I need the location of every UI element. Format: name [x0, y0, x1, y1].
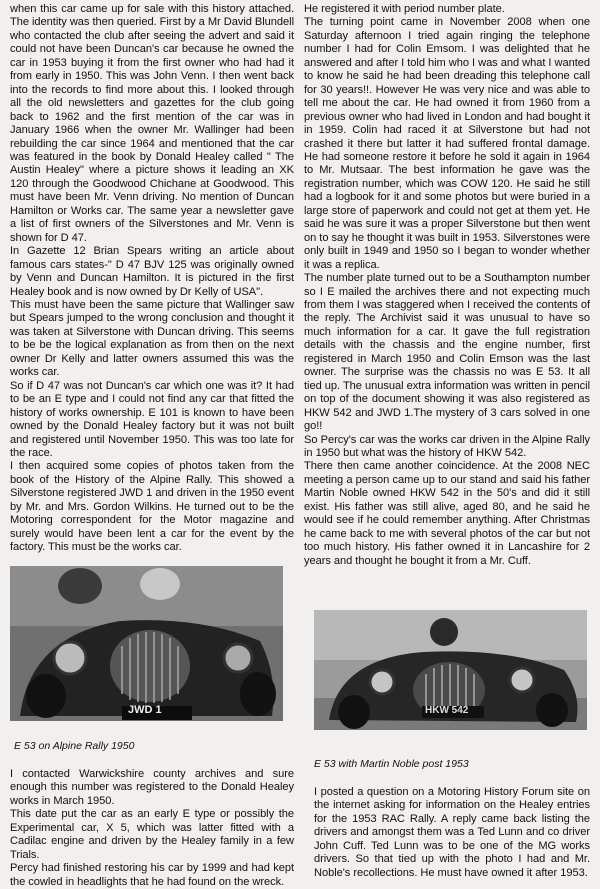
- license-plate: HKW 542: [425, 705, 469, 716]
- photo-caption: E 53 on Alpine Rally 1950: [14, 740, 135, 752]
- paragraph: In Gazette 12 Brian Spears writing an article about famous cars states-" D 47 BJV 125 was originally owned by Venn and Duncan Hamilton. It is pictured in the first Healey book and is now owned by Dr Kelly of USA".: [10, 245, 294, 298]
- car-jwd1-illustration: [10, 566, 283, 721]
- paragraph: This date put the car as an early E type or possibly the Experimental car, X 5, which was latter fitted with a Cadilac engine and driven by the Healey family in a few Trials.: [10, 808, 294, 861]
- paragraph: I posted a question on a Motoring History Forum site on the internet asking for information on the Healey entries for the 1953 RAC Rally. A reply came back listing the drivers and amongst them was a Ted Lunn and co driver John Cuff. Ted Lunn was to be one of the MG works drivers. So that tied up with the photo I had and Mr. Noble's recollections. He must have owned it after 1953.: [314, 786, 590, 879]
- paragraph: I contacted Warwickshire county archives and sure enough this number was registered to the Donald Healey works in March 1950.: [10, 768, 294, 807]
- alpine-rally-photo: [10, 566, 283, 721]
- paragraph: This must have been the same picture that Wallinger saw but Spears jumped to the wrong conclusion and thought it was taken at Silverstone with Duncan driving. This seems to be be the logical explanation as from then on the next owner Dr Kelly and latter owners assumed this was the works car.: [10, 298, 294, 379]
- license-plate: JWD 1: [128, 704, 162, 716]
- paragraph: He registered it with period number plate.: [304, 3, 505, 15]
- left-column-top-text: [10, 3, 294, 555]
- paragraph: The number plate turned out to be a Southampton number so I E mailed the archives there and not expecting much from them I was staggered when I received the contents of the reply. The Archivist said it was unusual to have so much information for a car. It gave the full registration details with the chassis and the engine number, first registered in March 1950 and Colin Emson was the last owner. The surprise was the chassis no was E 53. It all tied up. The unusual extra information was written in pencil on top of the document showing it was also registered as HKW 542 and JWD 1.The mystery of 3 cars solved in one go!!: [304, 272, 590, 433]
- paragraph: The turning point came in November 2008 when one Saturday afternoon I tried again ringing the telephone number I had for Colin Emsom. I was delighted that he answered and after I told him who I was and what I wanted to know he said he had been dreading this telephone call for 30 years!!. However He was very nice and was able to tell me about the car. He had owned it from 1960 from a previous owner who had lived in London and had bought it in 1959. Colin had raced it at Silverstone but had not crashed it there but latter it had suffered frontal damage. He had someone restore it before he sold it again in 1964 to Mr. Mutsaar. The best information he gave was the registration number, which was COW 120. He said he still had a logbook for it and some photos but were buried in a large store of paperwork and could not get at them yet. He said he was sure it was a proper Silverstone but then went on to say he thought it was built in 1953. Silverstones were only built in 1949 and 1950 so I began to wonder whether it was a replica.: [304, 16, 590, 271]
- paragraph: There then came another coincidence. At the 2008 NEC meeting a person came up to our stand and said his father Martin Noble owned HKW 542 in the 50's and did it still exist. His father was still alive, aged 80, and he said he would see if he could remember anything. After Christmas he came back to me with several photos of the car but not too much history. His father owned it in Lancashire for 2 years and thought he bought it from a Mr. Cuff.: [304, 460, 590, 567]
- martin-noble-photo: [314, 610, 587, 730]
- paragraph: So if D 47 was not Duncan's car which one was it? It had to be an E type and I could not find any car that fitted the history of works ownership. E 101 is known to have been owned by the Donald Healey factory but it was not built and registered until November 1950. This was too late for the race.: [10, 379, 294, 459]
- paragraph: when this car came up for sale with this history attached. The identity was then queried. First by a Mr David Blundell who contacted the club after seeing the advert and said it could not have been Duncan's car because he owned the car in 1953 buying it from the first owner who had had it from early in 1950. This was John Venn. I then went back into the records to find more about this. I looked through all the old newsletters and gazettes for the club going back to 1962 and the first mention of the car was in January 1966 when the owner Mr. Wallinger had been rebuilding the car since 1964 and mentioned that the car was featured in the book by Donald Healey called " The Austin Healey" where a picture shows it leading an XK 120 through the Goodwood Chichane at Goodwood. This must have been Mr. Venn driving. No mention of Duncan Hamilton or Works car. The same year a newsletter gave a list of first owners of the Silverstones and Mr. Venn is shown for D 47.: [10, 3, 294, 244]
- right-column-top-text: [304, 3, 590, 568]
- photo-caption: E 53 with Martin Noble post 1953: [314, 758, 469, 770]
- left-column-bottom-text: [10, 768, 294, 889]
- paragraph: I then acquired some copies of photos taken from the book of the History of the Alpine Rally. This showed a Silverstone registered JWD 1 and driven in the 1950 event by Mr. and Mrs. Gordon Wilkins. He turned out to be the Motoring correspondent for the Motor magazine and surely would have been lent a car for the event by the factory. This must be the works car.: [10, 460, 294, 554]
- right-column-bottom-text: [314, 786, 590, 880]
- paragraph: So Percy's car was the works car driven in the Alpine Rally in 1950 but what was the history of HKW 542.: [304, 433, 590, 459]
- paragraph: Percy had finished restoring his car by 1999 and had kept the cowled in headlights that he had found on the wreck.: [10, 862, 294, 888]
